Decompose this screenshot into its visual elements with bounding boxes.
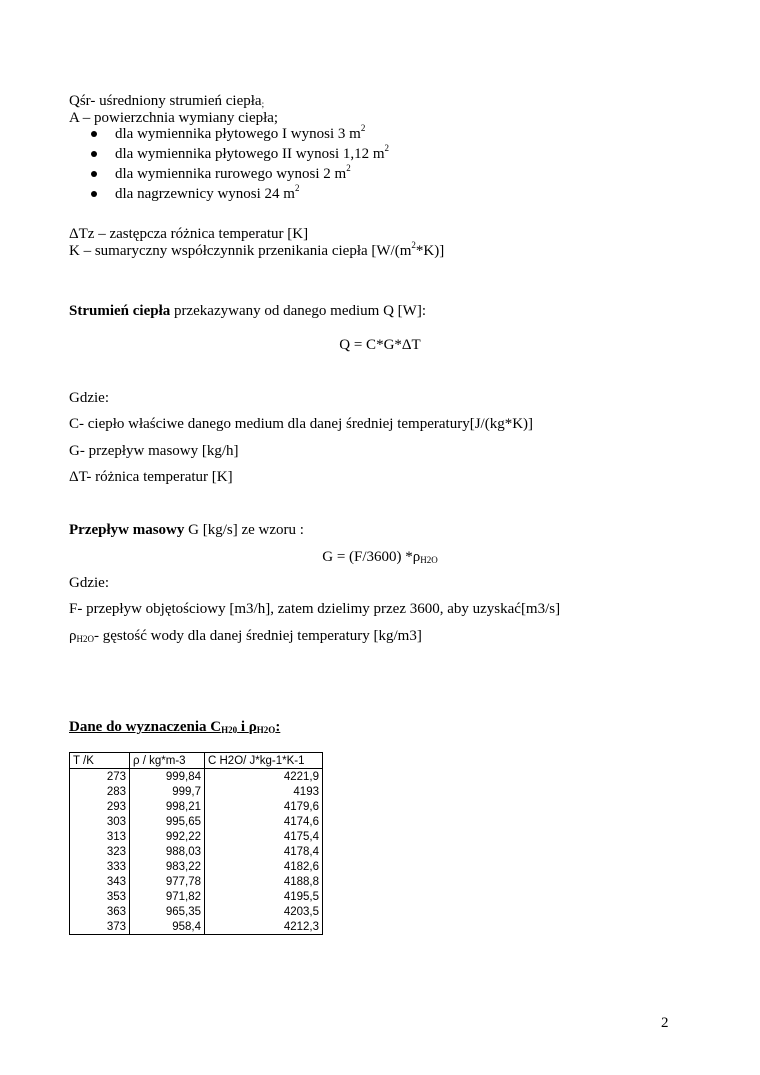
cell-density: 983,22 [130, 859, 205, 874]
list-item-text: dla nagrzewnicy wynosi 24 m [115, 186, 295, 202]
superscript: 2 [360, 123, 366, 133]
cell-temperature: 343 [70, 874, 130, 889]
mass-flow-where: Gdzie: [69, 575, 109, 591]
table-row [70, 859, 323, 874]
cell-density: 965,35 [130, 904, 205, 919]
dt-definition: ΔT- różnica temperatur [K] [69, 469, 233, 485]
list-item [91, 144, 389, 164]
table-row [70, 904, 323, 919]
table-body [70, 769, 323, 935]
q-definition-trail: ; [261, 99, 265, 109]
subscript: H2O [256, 725, 276, 735]
heat-flow-heading [69, 302, 426, 320]
data-heading-text: Dane do wyznaczenia C [69, 719, 222, 735]
k-definition [69, 242, 444, 260]
cell-density: 999,7 [130, 784, 205, 799]
data-heading [69, 718, 280, 736]
heat-flow-heading-rest: przekazywany od danego medium Q [W]: [170, 303, 426, 319]
table-row [70, 874, 323, 889]
cell-temperature: 293 [70, 799, 130, 814]
cell-specific-heat: 4182,6 [205, 859, 323, 874]
list-item [91, 124, 389, 144]
cell-temperature: 373 [70, 919, 130, 935]
table-row [70, 829, 323, 844]
table-row [70, 889, 323, 904]
table-header-row [70, 753, 323, 769]
table-row [70, 784, 323, 799]
cell-density: 958,4 [130, 919, 205, 935]
k-definition-text: K – sumaryczny współczynnik przenikania ciepła [W/(m [69, 243, 412, 259]
mass-flow-heading-bold: Przepływ masowy [69, 522, 185, 538]
heat-flow-where: Gdzie: [69, 390, 109, 406]
table-row [70, 844, 323, 859]
cell-density: 992,22 [130, 829, 205, 844]
cell-temperature: 313 [70, 829, 130, 844]
cell-specific-heat: 4195,5 [205, 889, 323, 904]
table-row [70, 799, 323, 814]
cell-density: 998,21 [130, 799, 205, 814]
q-definition [69, 92, 264, 110]
cell-specific-heat: 4188,8 [205, 874, 323, 889]
cell-specific-heat: 4179,6 [205, 799, 323, 814]
subscript: H20 [221, 725, 238, 735]
list-item-text: dla wymiennika płytowego II wynosi 1,12 m [115, 146, 385, 162]
heat-flow-formula: Q = C*G*ΔT [339, 337, 421, 353]
column-header-specific-heat: C H2O/ J*kg-1*K-1 [205, 753, 323, 769]
cell-density: 988,03 [130, 844, 205, 859]
data-heading-and: i [237, 719, 249, 735]
superscript: 2 [411, 240, 416, 250]
cell-specific-heat: 4203,5 [205, 904, 323, 919]
cell-specific-heat: 4178,4 [205, 844, 323, 859]
a-definition: A – powierzchnia wymiany ciepła; [69, 110, 279, 126]
dtz-definition: ΔTz – zastępcza różnica temperatur [K] [69, 226, 309, 242]
column-header-density: ρ / kg*m-3 [130, 753, 205, 769]
list-item-text: dla wymiennika płytowego I wynosi 3 m [115, 126, 361, 142]
cell-temperature: 303 [70, 814, 130, 829]
cell-density: 977,78 [130, 874, 205, 889]
table-row [70, 919, 323, 935]
list-item [91, 164, 389, 184]
list-item [91, 184, 389, 204]
cell-temperature: 323 [70, 844, 130, 859]
g-definition: G- przepływ masowy [kg/h] [69, 443, 239, 459]
list-item-text: dla wymiennika rurowego wynosi 2 m [115, 166, 347, 182]
heat-flow-heading-bold: Strumień ciepła [69, 303, 171, 319]
cell-specific-heat: 4193 [205, 784, 323, 799]
cell-density: 971,82 [130, 889, 205, 904]
subscript: H2O [76, 634, 94, 644]
cell-temperature: 333 [70, 859, 130, 874]
page-number: 2 [661, 1015, 669, 1031]
cell-specific-heat: 4175,4 [205, 829, 323, 844]
rho-symbol: ρ [69, 628, 77, 644]
cell-temperature: 273 [70, 769, 130, 785]
superscript: 2 [346, 163, 351, 173]
rho-definition [69, 627, 422, 645]
table-row [70, 814, 323, 829]
mass-flow-formula-text: G = (F/3600) *ρ [322, 549, 421, 565]
subscript: H2O [420, 555, 438, 565]
cell-temperature: 353 [70, 889, 130, 904]
superscript: 2 [294, 183, 300, 193]
rho-definition-text: - gęstość wody dla danej średniej temperatury [kg/m3] [94, 628, 422, 644]
cell-density: 999,84 [130, 769, 205, 785]
cell-temperature: 363 [70, 904, 130, 919]
q-definition-text: Qśr- uśredniony strumień ciepła [69, 93, 262, 109]
superscript: 2 [384, 143, 390, 153]
column-header-temperature: T /K [70, 753, 130, 769]
mass-flow-heading-rest: G [kg/s] ze wzoru : [184, 522, 304, 538]
cell-specific-heat: 4174,6 [205, 814, 323, 829]
f-definition: F- przepływ objętościowy [m3/h], zatem dzielimy przez 3600, aby uzyskać[m3/s] [69, 601, 561, 617]
mass-flow-heading [69, 521, 304, 539]
table-row [70, 769, 323, 785]
cell-density: 995,65 [130, 814, 205, 829]
k-definition-unit: *K)] [415, 243, 445, 259]
cell-specific-heat: 4221,9 [205, 769, 323, 785]
rho-symbol: ρ [248, 719, 257, 735]
mass-flow-formula [0, 548, 760, 566]
cell-temperature: 283 [70, 784, 130, 799]
data-heading-colon: : [275, 719, 281, 735]
c-definition: C- ciepło właściwe danego medium dla danej średniej temperatury[J/(kg*K)] [69, 416, 534, 432]
water-properties-table [69, 752, 323, 935]
cell-specific-heat: 4212,3 [205, 919, 323, 935]
area-list [91, 124, 389, 204]
